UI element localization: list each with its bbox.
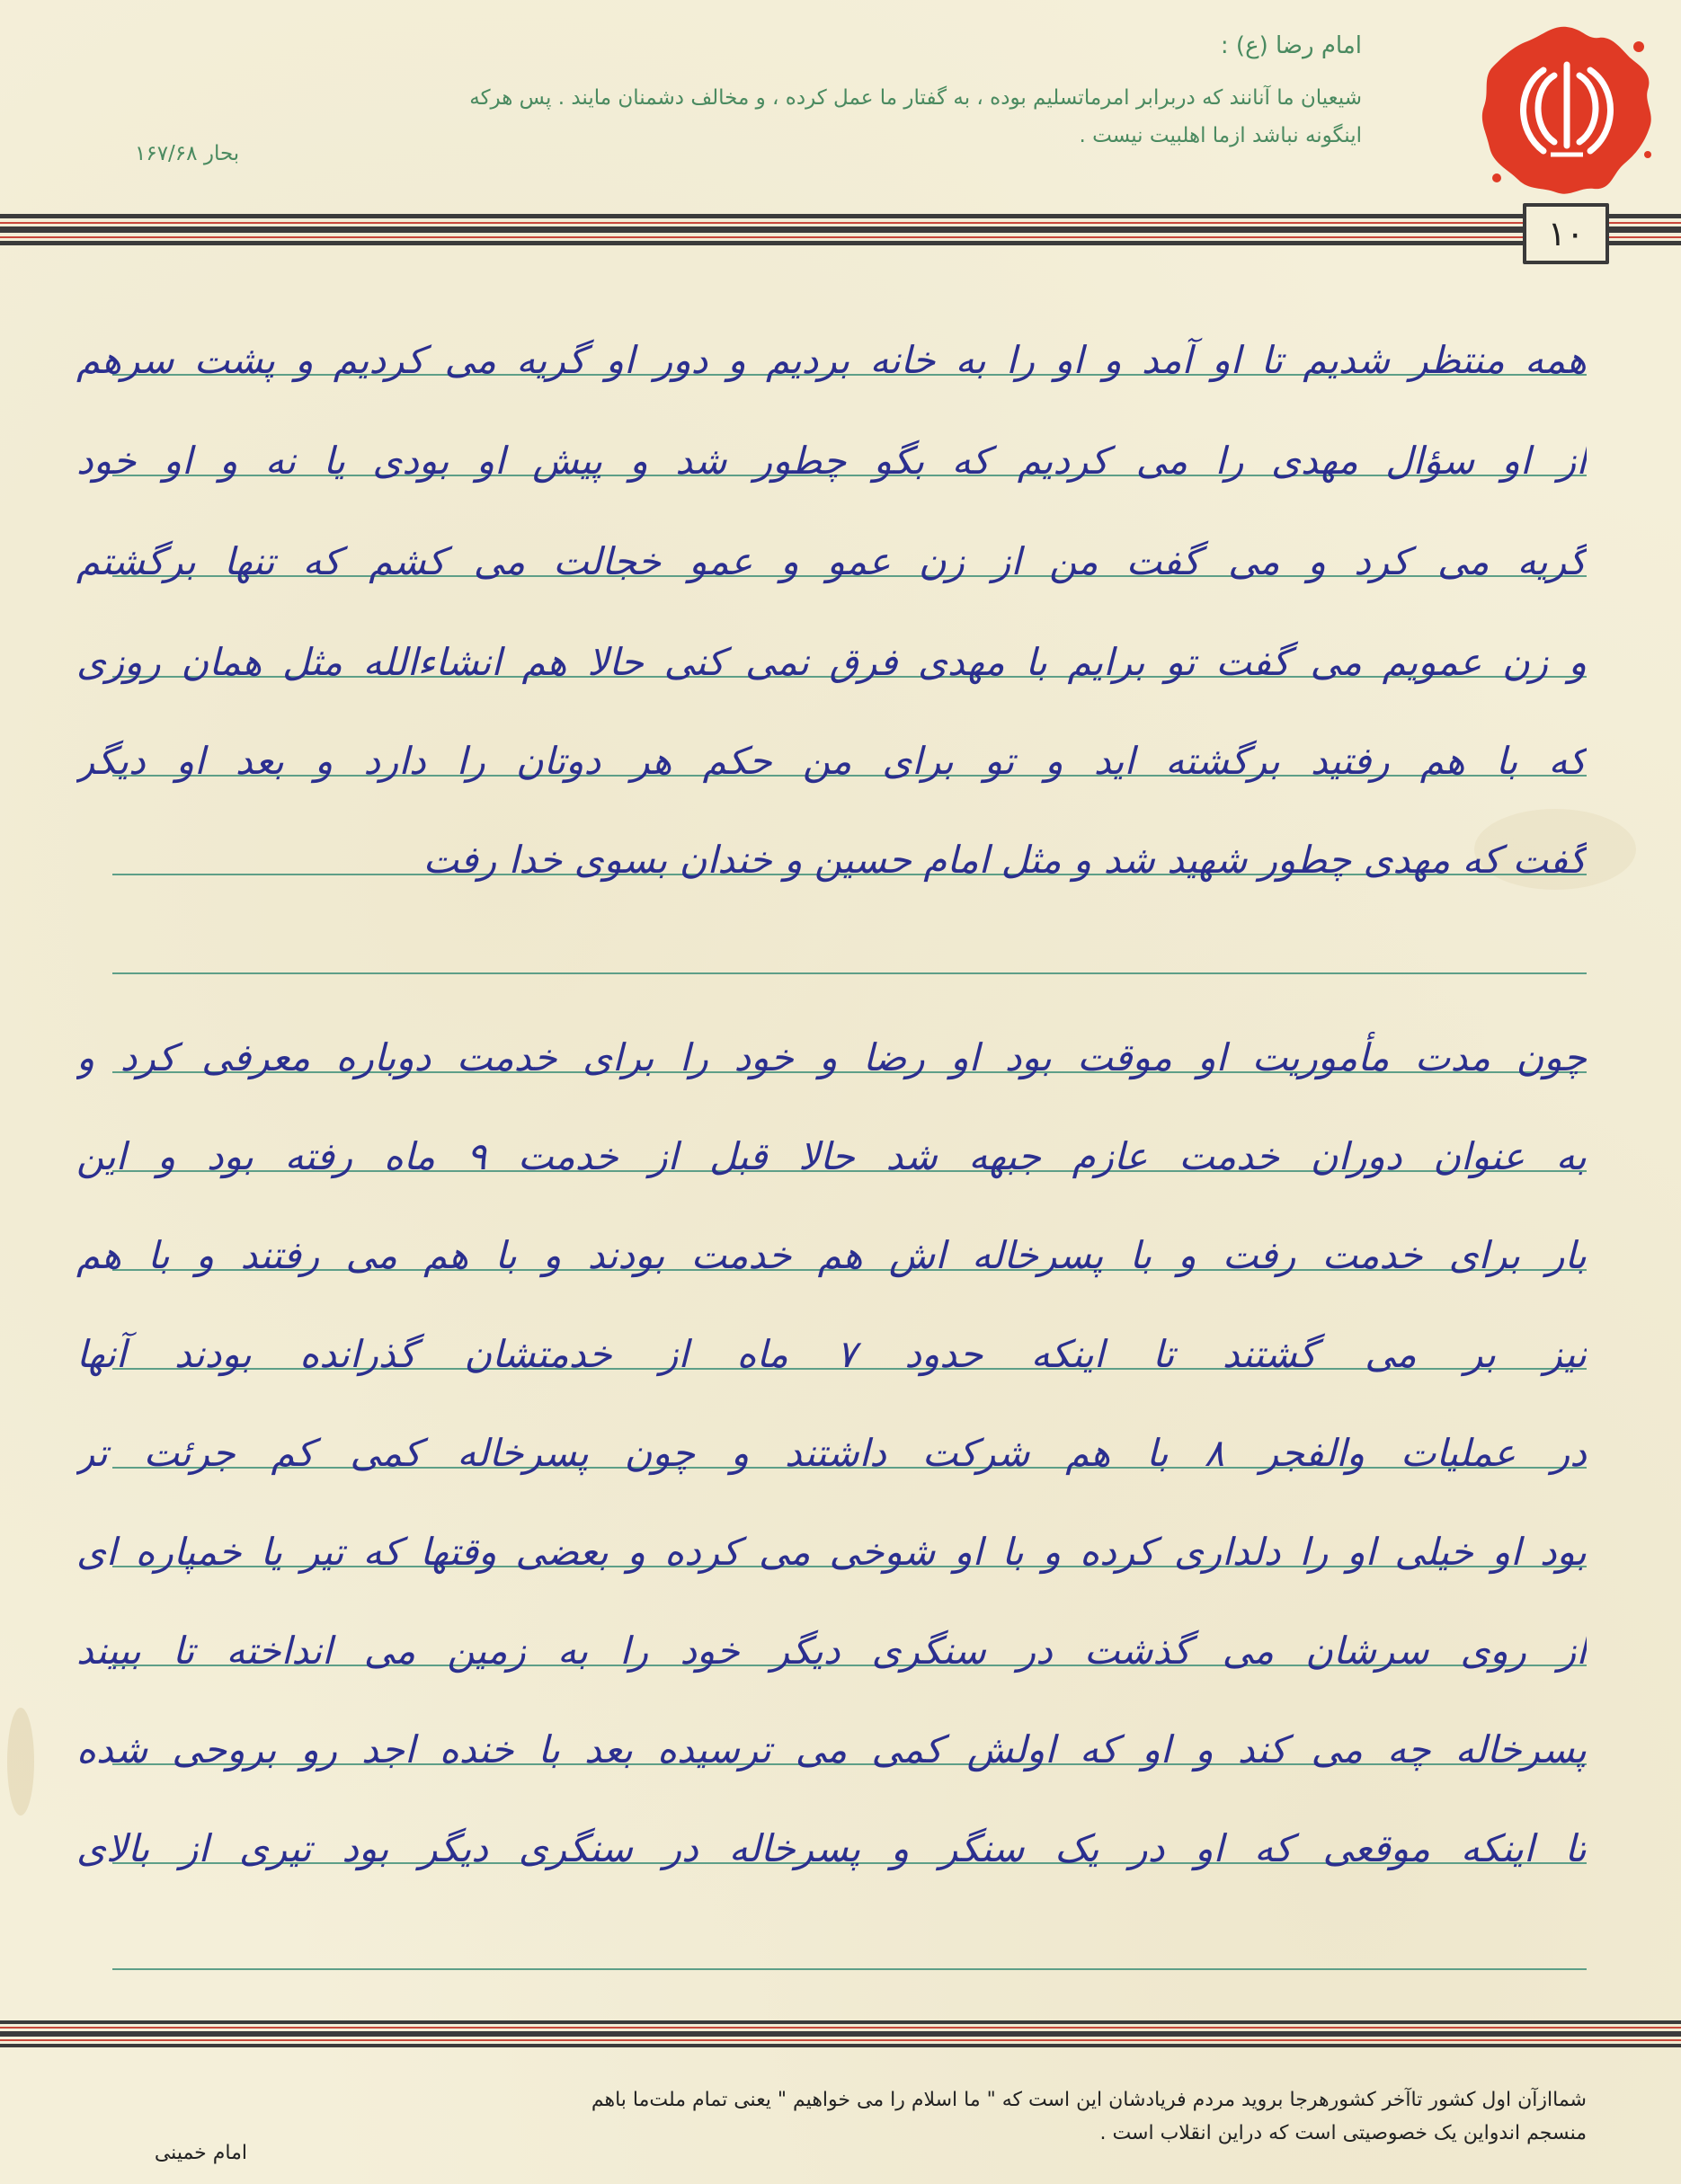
ruled-line [112, 1968, 1587, 1970]
handwritten-line: از روی سرشان می گذشت در سنگری دیگر خود را به زمین می انداخته تا ببیند [76, 1629, 1587, 1673]
ruled-line [112, 972, 1587, 974]
handwritten-line: که با هم رفتید برگشته اید و تو برای من حکم هر دوتان را دارد و بعد او دیگر [76, 739, 1587, 783]
handwritten-line: تا اینکه موقعی که او در یک سنگر و پسرخاله در سنگری دیگر بود تیری از بالای [76, 1826, 1587, 1870]
handwritten-line: همه منتظر شدیم تا او آمد و او را به خانه بردیم و دور او گریه می کردیم و پشت سرهم [76, 338, 1587, 382]
handwritten-line: بود او خیلی او را دلداری کرده و با او شوخی می کرده و بعضی وقتها که تیر یا خمپاره ای [76, 1530, 1587, 1574]
hadith-line: اینگونه نباشد ازما اهلبیت نیست . [1079, 124, 1362, 147]
footer-divider-band [0, 2013, 1681, 2056]
handwritten-line: نیز بر می گشتند تا اینکه حدود ۷ ماه از خدمتشان گذرانده بودند آنها [76, 1332, 1587, 1376]
hadith-source: بحار ۱۶۷/۶۸ [135, 142, 240, 165]
header-divider-band [0, 205, 1681, 259]
hadith-line: شیعیان ما آنانند که دربرابر امرماتسلیم بوده ، به گفتار ما عمل کرده ، و مخالف دشمنان مایند . پس هرکه [469, 86, 1362, 110]
page-number: ١٠ [1523, 203, 1609, 264]
hadith-title: امام رضا (ع) : [1220, 32, 1362, 59]
handwritten-line: و زن عمویم می گفت تو برایم با مهدی فرق نمی کنی حالا هم انشاءالله مثل همان روزی [76, 640, 1587, 684]
handwritten-line: گریه می کرد و می گفت من از زن عمو و عمو خجالت می کشم که تنها برگشتم [76, 539, 1587, 583]
footer-quote [67, 2083, 1587, 2150]
handwritten-line: بار برای خدمت رفت و با پسرخاله اش هم خدمت بودند و با هم می رفتند و با هم [76, 1233, 1587, 1277]
handwritten-line: به عنوان دوران خدمت عازم جبهه شد حالا قبل از خدمت ۹ ماه رفته بود و این [76, 1134, 1587, 1178]
paper-stain [7, 1708, 34, 1816]
handwritten-line: در عملیات والفجر ۸ با هم شرکت داشتند و چون پسرخاله کمی کم جرئت تر [76, 1431, 1587, 1475]
footer-signature: امام خمینی [154, 2142, 247, 2164]
footer-quote-line: شماازآن اول کشور تاآخر کشورهرجا بروید مردم فریادشان این است که " ما اسلام را می خواهیم " یعنی تمام ملت‌ما باهم [591, 2089, 1587, 2111]
footer-quote-line: منسجم اندواین یک خصوصیتی است که دراین انقلاب است . [1099, 2122, 1587, 2144]
handwritten-line: گفت که مهدی چطور شهید شد و مثل امام حسین و خندان بسوی خدا رفت [422, 838, 1587, 882]
handwritten-line: چون مدت مأموریت او موقت بود او رضا و خود را برای خدمت دوباره معرفی کرد و [76, 1035, 1587, 1079]
hadith-block [85, 32, 1362, 155]
handwritten-line: پسرخاله چه می کند و او که اولش کمی می ترسیده بعد با خنده اجد رو بروحی شده [76, 1727, 1587, 1771]
islamic-republic-emblem-icon [1477, 20, 1657, 200]
handwritten-line: از او سؤال مهدی را می کردیم که بگو چطور شد و پیش او بودی یا نه و او خود [76, 439, 1587, 483]
